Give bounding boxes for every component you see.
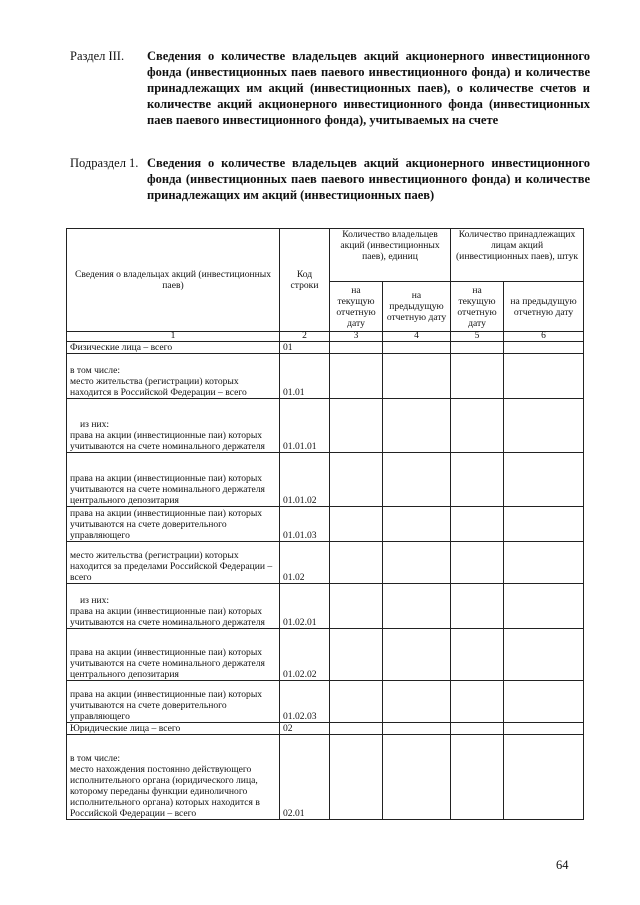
value-cell[interactable] bbox=[504, 453, 584, 507]
row-description: права на акции (инвестиционные паи) которых учитываются на счете доверительного управляющего bbox=[67, 681, 280, 723]
value-cell[interactable] bbox=[504, 723, 584, 735]
row-code: 01 bbox=[280, 342, 330, 354]
value-cell[interactable] bbox=[504, 735, 584, 820]
row-description: права на акции (инвестиционные паи) которых учитываются на счете номинального держателя центрального депозитария bbox=[67, 629, 280, 681]
header-owners-info: Сведения о владельцах акций (инвестиционных паев) bbox=[67, 229, 280, 332]
table-row bbox=[67, 584, 584, 629]
value-cell[interactable] bbox=[504, 354, 584, 399]
value-cell[interactable] bbox=[451, 735, 504, 820]
subsection-label: Подраздел 1. bbox=[70, 156, 139, 170]
value-cell[interactable] bbox=[383, 629, 451, 681]
row-description: права на акции (инвестиционные паи) которых учитываются на счете номинального держателя центрального депозитария bbox=[67, 453, 280, 507]
value-cell[interactable] bbox=[383, 723, 451, 735]
row-code: 01.01 bbox=[280, 354, 330, 399]
value-cell[interactable] bbox=[451, 342, 504, 354]
row-code: 01.02.03 bbox=[280, 681, 330, 723]
value-cell[interactable] bbox=[383, 681, 451, 723]
row-code: 01.01.02 bbox=[280, 453, 330, 507]
row-code: 02.01 bbox=[280, 735, 330, 820]
table-row bbox=[67, 342, 584, 354]
column-number: 1 bbox=[67, 332, 280, 342]
table-row bbox=[67, 354, 584, 399]
value-cell[interactable] bbox=[330, 453, 383, 507]
header-owners-current: на текущую отчетную дату bbox=[330, 282, 383, 332]
value-cell[interactable] bbox=[383, 735, 451, 820]
table-row bbox=[67, 629, 584, 681]
header-shares-count: Количество принадлежащих лицам акций (инвестиционных паев), штук bbox=[451, 229, 584, 282]
value-cell[interactable] bbox=[330, 507, 383, 542]
value-cell[interactable] bbox=[451, 507, 504, 542]
value-cell[interactable] bbox=[451, 399, 504, 453]
column-number-row bbox=[67, 332, 584, 342]
value-cell[interactable] bbox=[330, 342, 383, 354]
value-cell[interactable] bbox=[330, 735, 383, 820]
value-cell[interactable] bbox=[451, 681, 504, 723]
value-cell[interactable] bbox=[451, 354, 504, 399]
value-cell[interactable] bbox=[383, 342, 451, 354]
column-number: 2 bbox=[280, 332, 330, 342]
row-description: Физические лица – всего bbox=[67, 342, 280, 354]
value-cell[interactable] bbox=[451, 629, 504, 681]
row-description: из них: права на акции (инвестиционные паи) которых учитываются на счете номинального держателя bbox=[67, 399, 280, 453]
section-label: Раздел III. bbox=[70, 49, 125, 63]
row-code: 01.02.01 bbox=[280, 584, 330, 629]
table-row bbox=[67, 507, 584, 542]
value-cell[interactable] bbox=[330, 584, 383, 629]
row-code: 01.01.01 bbox=[280, 399, 330, 453]
table-row bbox=[67, 542, 584, 584]
header-row-code: Код строки bbox=[280, 229, 330, 332]
value-cell[interactable] bbox=[383, 354, 451, 399]
value-cell[interactable] bbox=[451, 584, 504, 629]
value-cell[interactable] bbox=[504, 681, 584, 723]
header-owners-previous: на предыдущую отчетную дату bbox=[383, 282, 451, 332]
column-number: 5 bbox=[451, 332, 504, 342]
column-number: 6 bbox=[504, 332, 584, 342]
value-cell[interactable] bbox=[330, 542, 383, 584]
header-shares-previous: на предыдущую отчетную дату bbox=[504, 282, 584, 332]
row-description: в том числе: место нахождения постоянно действующего исполнительного органа (юридического лица, которому переданы функции единоличного исполнительного органа) которых находится в Российской Федерации – всего bbox=[67, 735, 280, 820]
table-row bbox=[67, 723, 584, 735]
page-number: 64 bbox=[556, 858, 569, 872]
value-cell[interactable] bbox=[383, 507, 451, 542]
table-row bbox=[67, 399, 584, 453]
value-cell[interactable] bbox=[504, 399, 584, 453]
table-row bbox=[67, 681, 584, 723]
row-code: 01.02 bbox=[280, 542, 330, 584]
table-row bbox=[67, 735, 584, 820]
section-title: Сведения о количестве владельцев акций акционерного инвестиционного фонда (инвестиционных паев паевого инвестиционного фонда) и количестве принадлежащих им акций (инвестиционных паев), о количестве счетов и количестве акций акционерного инвестиционного фонда (инвестиционных паев паевого инвестиционного фонда), учитываемых на счете bbox=[147, 49, 590, 127]
value-cell[interactable] bbox=[330, 399, 383, 453]
column-number: 3 bbox=[330, 332, 383, 342]
row-description: место жительства (регистрации) которых находится за пределами Российской Федерации – всего bbox=[67, 542, 280, 584]
value-cell[interactable] bbox=[383, 542, 451, 584]
table-body bbox=[67, 342, 584, 820]
table-row bbox=[67, 453, 584, 507]
row-description: Юридические лица – всего bbox=[67, 723, 280, 735]
header-owners-count: Количество владельцев акций (инвестиционных паев), единиц bbox=[330, 229, 451, 282]
value-cell[interactable] bbox=[383, 399, 451, 453]
row-code: 02 bbox=[280, 723, 330, 735]
value-cell[interactable] bbox=[504, 584, 584, 629]
value-cell[interactable] bbox=[504, 542, 584, 584]
value-cell[interactable] bbox=[504, 629, 584, 681]
header-shares-current: на текущую отчетную дату bbox=[451, 282, 504, 332]
row-code: 01.01.03 bbox=[280, 507, 330, 542]
value-cell[interactable] bbox=[451, 723, 504, 735]
subsection-heading bbox=[70, 155, 590, 203]
row-code: 01.02.02 bbox=[280, 629, 330, 681]
value-cell[interactable] bbox=[451, 453, 504, 507]
value-cell[interactable] bbox=[504, 507, 584, 542]
value-cell[interactable] bbox=[504, 342, 584, 354]
section-heading bbox=[70, 48, 590, 128]
value-cell[interactable] bbox=[383, 584, 451, 629]
value-cell[interactable] bbox=[330, 681, 383, 723]
row-description: из них: права на акции (инвестиционные паи) которых учитываются на счете номинального держателя bbox=[67, 584, 280, 629]
value-cell[interactable] bbox=[330, 354, 383, 399]
subsection-title: Сведения о количестве владельцев акций акционерного инвестиционного фонда (инвестиционных паев паевого инвестиционного фонда) и количестве принадлежащих им акций (инвестиционных паев) bbox=[147, 156, 590, 202]
value-cell[interactable] bbox=[330, 629, 383, 681]
value-cell[interactable] bbox=[383, 453, 451, 507]
column-number: 4 bbox=[383, 332, 451, 342]
row-description: права на акции (инвестиционные паи) которых учитываются на счете доверительного управляющего bbox=[67, 507, 280, 542]
value-cell[interactable] bbox=[330, 723, 383, 735]
row-description: в том числе: место жительства (регистрации) которых находится в Российской Федерации – всего bbox=[67, 354, 280, 399]
owners-table bbox=[66, 228, 584, 820]
value-cell[interactable] bbox=[451, 542, 504, 584]
